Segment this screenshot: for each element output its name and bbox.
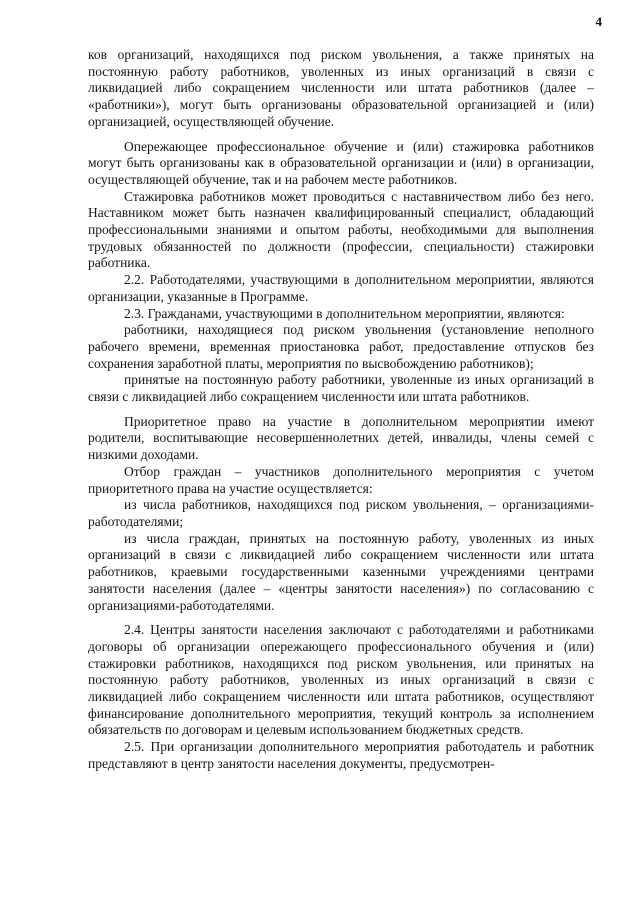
- paragraph-advanced-training: Опережающее профессиональное обучение и (или) стажировка работников могут быть организованы как в образовательной организации и (или) в организации, осуществляющей обучение, так и на рабочем месте работников.: [88, 138, 594, 187]
- paragraph-internship-mentoring: Стажировка работников может проводиться с наставничеством либо без него. Наставником может быть назначен квалифицированный специалист, обладающий профессиональными знаниями и опытом работы, необходимыми для выполнения трудовых обязанностей по должности (профессии, специальности) стажировки работника.: [88, 188, 594, 271]
- paragraph-2-2-employers: 2.2. Работодателями, участвующими в дополнительном мероприятии, являются организации, указанные в Программе.: [88, 272, 594, 304]
- paragraph-priority-right: Приоритетное право на участие в дополнительном мероприятии имеют родители, воспитывающие несовершеннолетних детей, инвалиды, члены семей с низкими доходами.: [88, 413, 594, 463]
- paragraph-selection: Отбор граждан – участников дополнительного мероприятия с учетом приоритетного права на участие осуществляется:: [88, 463, 594, 496]
- paragraph-continuation: ков организаций, находящихся под риском увольнения, а также принятых на постоянную работу работников, уволенных из иных организаций в связи с ликвидацией либо сокращением численности или штата работников (далее – «работники»), могут быть организованы образовательной организацией и (или) организацией, осуществляющей обучение.: [88, 47, 594, 129]
- paragraph-2-5-documents: 2.5. При организации дополнительного мероприятия работодатель и работник представляют в центр занятости населения документы, предусмотрен-: [88, 739, 594, 771]
- paragraph-2-4-employment-centers: 2.4. Центры занятости населения заключают с работодателями и работниками договоры об организации опережающего профессионального обучения и (или) стажировки работников, находящихся под риском увольнения, или принятых на постоянную работу работников, уволенных из иных организаций в связи с ликвидацией либо сокращением численности или штата работников, осуществляют финансирование дополнительного мероприятия, текущий контроль за исполнением обязательств по договорам и целевым использованием бюджетных средств.: [88, 622, 594, 738]
- list-item-selection-centers: из числа граждан, принятых на постоянную работу, уволенных из иных организаций в связи с ликвидацией либо сокращением численности или штата работников, краевыми государственными казенными учреждениями центрами занятости населения (далее – «центры занятости населения») по согласованию с организациями-работодателями.: [88, 530, 594, 613]
- paragraph-2-3-citizens: 2.3. Гражданами, участвующими в дополнительном мероприятии, являются:: [124, 305, 565, 321]
- list-item-hired-employees: принятые на постоянную работу работники, уволенные из иных организаций в связи с ликвидацией либо сокращением численности или штата работников.: [88, 372, 594, 405]
- page-number: 4: [595, 14, 602, 29]
- list-item-selection-employers: из числа работников, находящихся под риском увольнения, – организациями-работодателями;: [88, 497, 594, 529]
- list-item-risk-employees: работники, находящиеся под риском увольнения (установление неполного рабочего времени, временная приостановка работ, предоставление отпусков без сохранения заработной платы, мероприятия по высвобождению работников);: [88, 322, 594, 371]
- document-body: [88, 47, 594, 773]
